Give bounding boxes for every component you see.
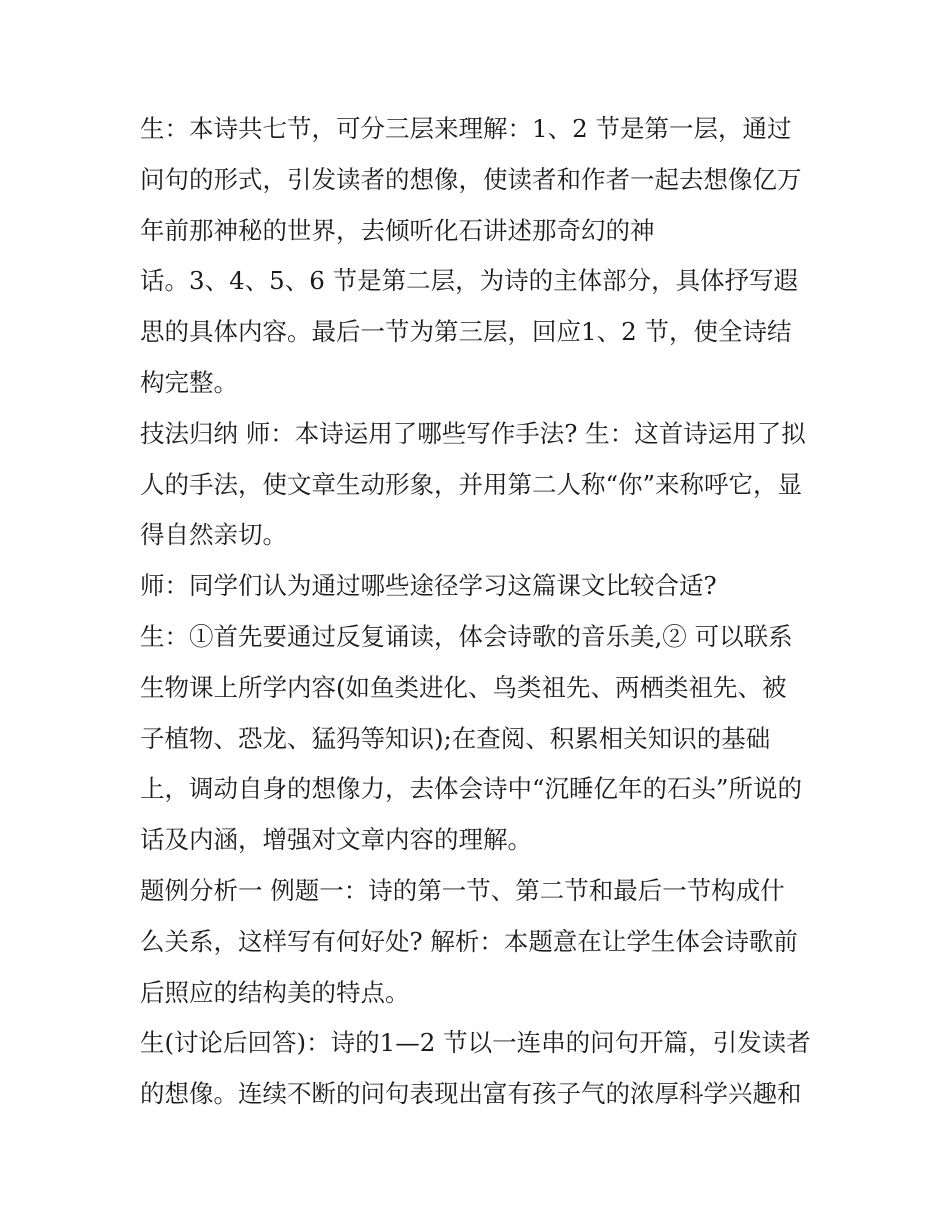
text-line: 话。3、4、5、6 节是第二层，为诗的主体部分，具体抒写遐 <box>140 266 799 296</box>
text-line: 年前那神秘的世界，去倾听化石讲述那奇幻的神 <box>140 215 655 245</box>
text-line: 生物课上所学内容(如鱼类进化、鸟类祖先、两栖类祖先、被 <box>140 672 787 702</box>
text-line: 的想像。连续不断的问句表现出富有孩子气的浓厚科学兴趣和 <box>140 1079 802 1109</box>
text-line: 构完整。 <box>140 367 238 397</box>
text-line: 话及内涵，增强对文章内容的理解。 <box>140 825 532 855</box>
text-line: 技法归纳 师：本诗运用了哪些写作手法? 生：这首诗运用了拟 <box>140 418 806 448</box>
text-line: 生：①首先要通过反复诵读，体会诗歌的音乐美,② 可以联系 <box>140 621 793 651</box>
text-line: 上，调动自身的想像力，去体会诗中“沉睡亿年的石头”所说的 <box>140 774 803 804</box>
text-line: 子植物、恐龙、猛犸等知识);在查阅、积累相关知识的基础 <box>140 723 771 753</box>
text-line: 师：同学们认为通过哪些途径学习这篇课文比较合适? <box>140 571 717 601</box>
text-line: 人的手法，使文章生动形象，并用第二人称“你”来称呼它，显 <box>140 469 803 499</box>
document-body <box>140 104 812 1120</box>
text-line: 题例分析一 例题一：诗的第一节、第二节和最后一节构成什 <box>140 875 785 905</box>
text-line: 生：本诗共七节，可分三层来理解：1、2 节是第一层，通过 <box>140 114 792 143</box>
text-line: 么关系，这样写有何好处? 解析：本题意在让学生体会诗歌前 <box>140 926 798 956</box>
text-line: 得自然亲切。 <box>140 520 287 550</box>
text-line: 思的具体内容。最后一节为第三层，回应1、2 节，使全诗结 <box>140 317 792 347</box>
text-line: 后照应的结构美的特点。 <box>140 977 410 1007</box>
text-line: 问句的形式，引发读者的想像，使读者和作者一起去想像亿万 <box>140 164 802 194</box>
text-line: 生(讨论后回答)：诗的1—2 节以一连串的问句开篇，引发读者 <box>140 1028 811 1058</box>
